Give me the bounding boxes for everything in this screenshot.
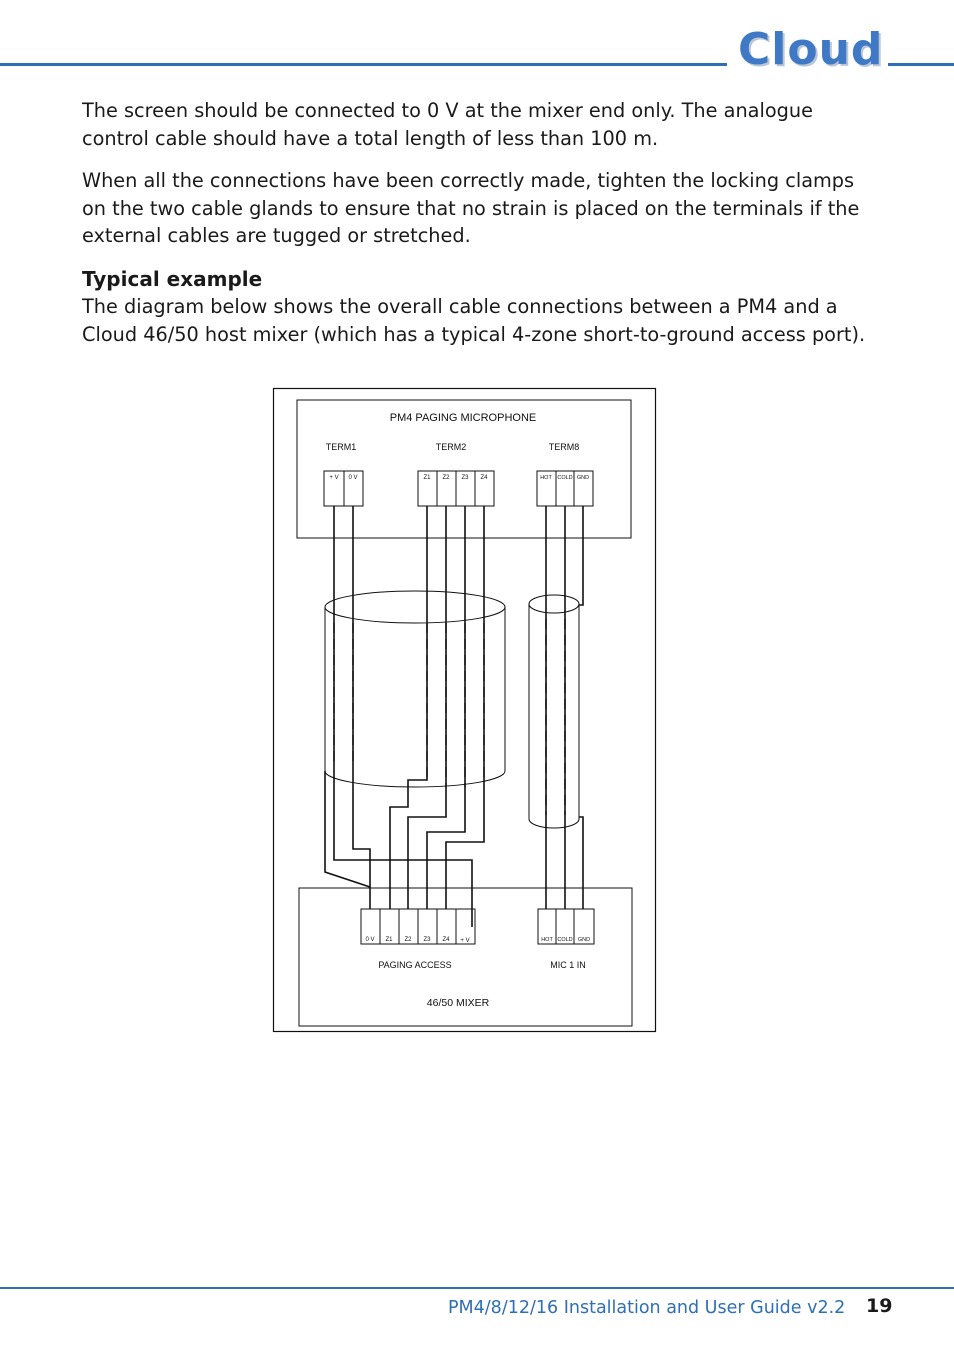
- paging-access-label: PAGING ACCESS: [378, 960, 452, 970]
- header-rule-left: [0, 63, 727, 66]
- paging-pin-2: Z1: [385, 937, 393, 943]
- term8-label: TERM8: [548, 442, 580, 452]
- mic-cable-cores: [546, 619, 565, 815]
- control-wires: [325, 506, 484, 927]
- footer-rule: [0, 1287, 954, 1289]
- mic-pin-2: COLD: [557, 937, 573, 943]
- term1-pin-2: 0 V: [348, 475, 358, 481]
- paging-pin-1: 0 V: [365, 937, 375, 943]
- paragraph-locking-clamps: When all the connections have been correctly made, tighten the locking clamps on the two cable glands to ensure that no strain is placed on the terminals if the external cables are tugged or stretched.: [82, 169, 860, 247]
- mic-pin-3: GND: [577, 937, 591, 943]
- paging-access-block: [361, 909, 475, 944]
- control-cable-cores: [334, 623, 484, 787]
- paging-pin-4: Z3: [423, 937, 431, 943]
- mixer-unit-label: 46/50 MIXER: [426, 997, 490, 1009]
- term2-pin-1: Z1: [423, 475, 431, 481]
- paging-pin-6: + V: [460, 938, 470, 944]
- term1-label: TERM1: [325, 442, 357, 452]
- term8-pin-2: COLD: [557, 475, 573, 481]
- term8-pin-1: HOT: [540, 475, 552, 481]
- paging-pin-5: Z4: [442, 937, 450, 943]
- paragraph-screen-connection: The screen should be connected to 0 V at the mixer end only. The analogue control cable should have a total length of less than 100 m.: [82, 99, 813, 150]
- footer-guide-title: PM4/8/12/16 Installation and User Guide v2.2: [448, 1298, 846, 1318]
- wiring-diagram: [272, 387, 658, 1035]
- control-cable: [325, 591, 505, 787]
- term2-pin-3: Z3: [461, 475, 469, 481]
- term2-pin-4: Z4: [480, 475, 488, 481]
- term1-pin-1: + V: [329, 475, 339, 481]
- mic-pin-1: HOT: [541, 937, 553, 943]
- paragraph-diagram-intro: The diagram below shows the overall cable connections between a PM4 and a Cloud 46/50 host mixer (which has a typical 4-zone short-to-ground access port).: [82, 295, 866, 346]
- pm4-unit-label: PM4 PAGING MICROPHONE: [389, 412, 537, 424]
- term2-label: TERM2: [435, 442, 467, 452]
- mic-cable: [529, 595, 579, 828]
- term8-pin-3: GND: [576, 475, 590, 481]
- paging-pin-3: Z2: [404, 937, 412, 943]
- section-heading: Typical example: [82, 267, 263, 291]
- cloud-logo: Cloud: [738, 24, 884, 75]
- header-rule-right: [888, 63, 954, 66]
- term2-pin-2: Z2: [442, 475, 450, 481]
- mic-in-label: MIC 1 IN: [550, 960, 586, 970]
- page-number: 19: [866, 1295, 893, 1317]
